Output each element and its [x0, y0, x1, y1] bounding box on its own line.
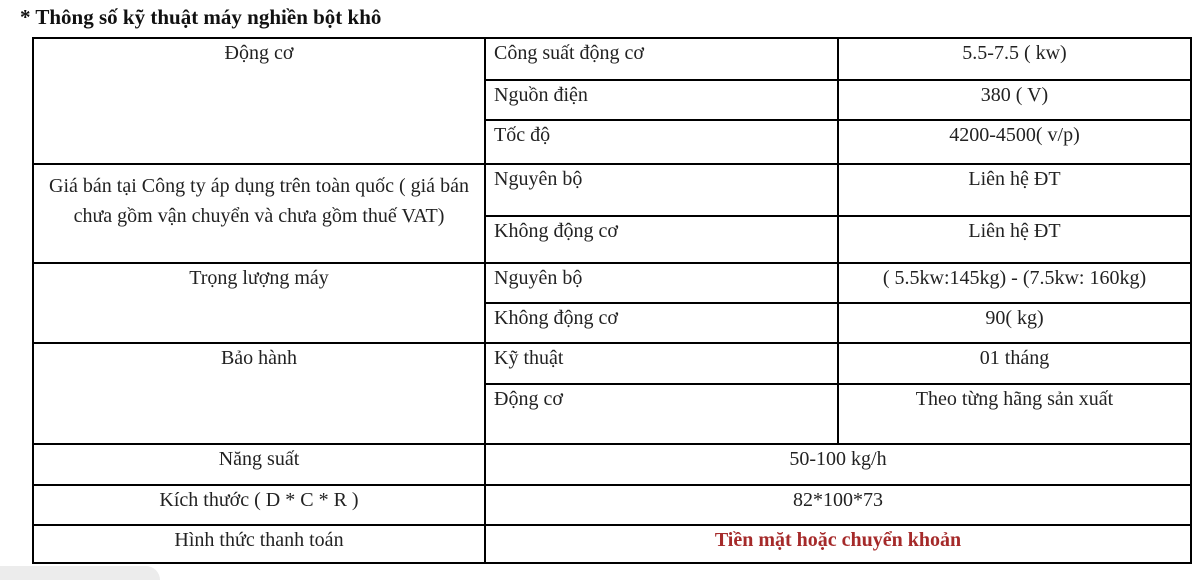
spec-value: Liên hệ ĐT — [838, 164, 1191, 216]
spec-name: Nguồn điện — [485, 80, 838, 120]
group-label-warranty: Bảo hành — [33, 343, 485, 444]
table-row — [33, 485, 1191, 525]
spec-value: 4200-4500( v/p) — [838, 120, 1191, 164]
spec-value: Liên hệ ĐT — [838, 216, 1191, 263]
page-title: * Thông số kỹ thuật máy nghiền bột khô — [20, 5, 382, 29]
size-value: 82*100*73 — [485, 485, 1191, 525]
spec-name: Kỹ thuật — [485, 343, 838, 384]
capacity-label: Năng suất — [33, 444, 485, 485]
capacity-value: 50-100 kg/h — [485, 444, 1191, 485]
spec-value: ( 5.5kw:145kg) - (7.5kw: 160kg) — [838, 263, 1191, 303]
spec-value: Theo từng hãng sản xuất — [838, 384, 1191, 444]
spec-name: Không động cơ — [485, 216, 838, 263]
payment-label: Hình thức thanh toán — [33, 525, 485, 563]
spec-name: Động cơ — [485, 384, 838, 444]
spec-name: Nguyên bộ — [485, 164, 838, 216]
spec-value: 90( kg) — [838, 303, 1191, 343]
table-row — [33, 38, 1191, 80]
spec-value: 5.5-7.5 ( kw) — [838, 38, 1191, 80]
spec-name: Nguyên bộ — [485, 263, 838, 303]
spec-value: 380 ( V) — [838, 80, 1191, 120]
table-row — [33, 525, 1191, 563]
table-row — [33, 263, 1191, 303]
spec-table — [32, 37, 1192, 564]
table-row — [33, 444, 1191, 485]
group-label-motor: Động cơ — [33, 38, 485, 164]
table-row — [33, 343, 1191, 384]
spec-name: Công suất động cơ — [485, 38, 838, 80]
spec-name: Không động cơ — [485, 303, 838, 343]
spec-value: 01 tháng — [838, 343, 1191, 384]
group-label-weight: Trọng lượng máy — [33, 263, 485, 343]
table-row — [33, 164, 1191, 216]
group-label-price: Giá bán tại Công ty áp dụng trên toàn quốc ( giá bán chưa gồm vận chuyển và chưa gồm thuế VAT) — [33, 164, 485, 263]
payment-value: Tiền mặt hoặc chuyển khoản — [485, 525, 1191, 563]
spec-name: Tốc độ — [485, 120, 838, 164]
size-label: Kích thước ( D * C * R ) — [33, 485, 485, 525]
